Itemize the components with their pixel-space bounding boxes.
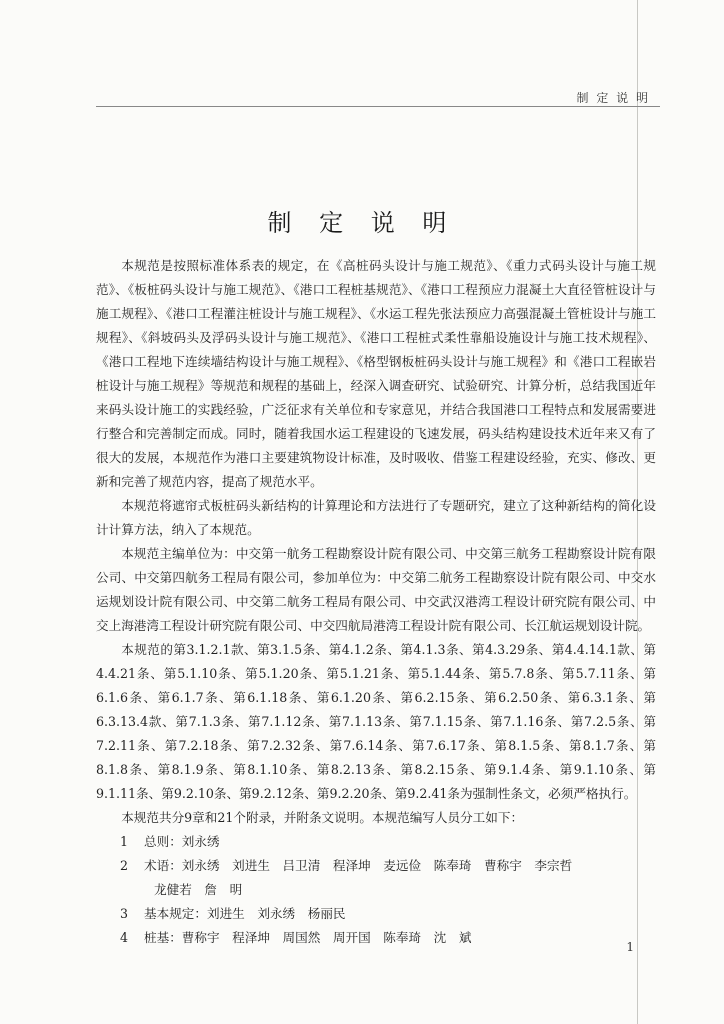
staff-item-text: 基本规定：刘进生 刘永绣 杨丽民 <box>144 906 346 921</box>
staff-item-text: 术语：刘永绣 刘进生 吕卫清 程泽坤 麦远俭 陈奉琦 曹称宇 李宗哲 <box>144 858 573 873</box>
staff-item-number: 2 <box>120 858 129 873</box>
staff-item-number: 4 <box>120 930 129 945</box>
running-head: 制 定 说 明 <box>576 91 650 105</box>
staff-item <box>96 902 656 926</box>
staff-list <box>96 830 656 950</box>
staff-item-text: 龙健若 詹 明 <box>154 882 243 897</box>
page-number: 1 <box>626 940 634 954</box>
staff-item-continuation <box>96 878 656 902</box>
paragraph-units: 本规范主编单位为：中交第一航务工程勘察设计院有限公司、中交第三航务工程勘察设计院有限公司、中交第四航务工程局有限公司，参加单位为：中交第二航务工程勘察设计院有限公司、中交水运规划设计院有限公司、中交第二航务工程局有限公司、中交武汉港湾工程设计研究院有限公司、中交上海港湾工程设计研究院有限公司、中交四航局港湾工程设计院有限公司、长江航运规划设计院。 <box>96 546 656 633</box>
staff-item <box>96 926 656 950</box>
paragraph-structure: 本规范共分9章和21个附录，并附条文说明。本规范编写人员分工如下： <box>121 810 524 825</box>
staff-item-number: 3 <box>120 906 129 921</box>
header-rule <box>96 106 660 107</box>
paragraph-mandatory-clauses: 本规范的第3.1.2.1款、第3.1.5条、第4.1.2条、第4.1.3条、第4.3.29条、第4.4.14.1款、第4.4.21条、第5.1.10条、第5.1.20条、第5.1.21条、第5.1.44条、第5.7.8条、第5.7.11条、第6.1.6条、第6.1.7条、第6.1.18条、第6.1.20条、第6.2.15条、第6.2.50条、第6.3.1条、第6.3.13.4款、第7.1.3条、第7.1.12条、第7.1.13条、第7.1.15条、第7.1.16条、第7.2.5条、第7.2.11条、第7.2.18条、第7.2.32条、第7.6.14条、第7.6.17条、第8.1.5条、第8.1.7条、第8.1.8条、第8.1.9条、第8.1.10条、第8.2.13条、第8.2.15条、第9.1.4条、第9.1.10条、第9.1.11条、第9.2.10条、第9.2.12条、第9.2.20条、第9.2.41条为强制性条文，必须严格执行。 <box>96 642 656 801</box>
paragraph-research: 本规范将遮帘式板桩码头新结构的计算理论和方法进行了专题研究，建立了这种新结构的简化设计计算方法，纳入了本规范。 <box>96 498 656 537</box>
body-text <box>96 254 656 950</box>
staff-item <box>96 830 656 854</box>
page-title: 制 定 说 明 <box>267 209 457 237</box>
staff-item-number: 1 <box>120 834 129 849</box>
staff-item-text: 总则：刘永绣 <box>144 834 220 849</box>
paragraph-intro: 本规范是按照标准体系表的规定，在《高桩码头设计与施工规范》、《重力式码头设计与施工规范》、《板桩码头设计与施工规范》、《港口工程桩基规范》、《港口工程预应力混凝土大直径管桩设计与施工规程》、《港口工程灌注桩设计与施工规程》、《水运工程先张法预应力高强混凝土管桩设计与施工规程》、《斜坡码头及浮码头设计与施工规范》、《港口工程桩式柔性靠船设施设计与施工技术规程》、《港口工程地下连续墙结构设计与施工规程》、《格型钢板桩码头设计与施工规程》和《港口工程嵌岩桩设计与施工规程》等规范和规程的基础上，经深入调查研究、试验研究、计算分析，总结我国近年来码头设计施工的实践经验，广泛征求有关单位和专家意见，并结合我国港口工程特点和发展需要进行整合和完善制定而成。同时，随着我国水运工程建设的飞速发展，码头结构建设技术近年来又有了很大的发展，本规范作为港口主要建筑物设计标准，及时吸收、借鉴工程建设经验，充实、修改、更新和完善了规范内容，提高了规范水平。 <box>96 258 656 489</box>
staff-item-text: 桩基：曹称宇 程泽坤 周国然 周开国 陈奉琦 沈 斌 <box>144 930 472 945</box>
staff-item <box>96 854 656 878</box>
